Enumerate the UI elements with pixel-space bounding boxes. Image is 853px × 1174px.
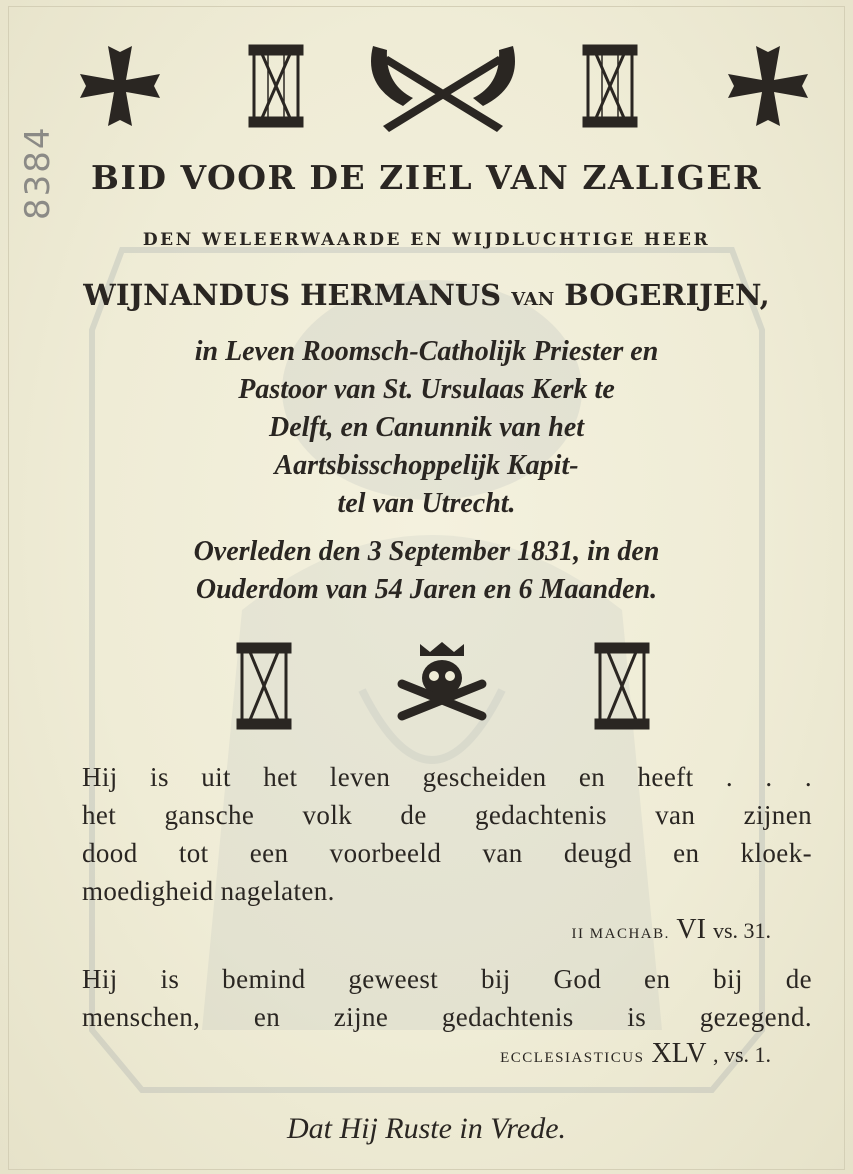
subtitle: DEN WELEERWAARDE EN WIJDLUCHTIGE HEER <box>142 230 711 250</box>
middle-ornaments <box>230 640 660 730</box>
crossed-scythes-icon <box>371 46 515 132</box>
deceased-name <box>0 278 853 312</box>
quote-line: menschen, en zijne gedachtenis is gezegend. <box>82 1002 812 1032</box>
reference-book: ECCLESIASTICUS <box>500 1050 645 1066</box>
quote-line: het gansche volk de gedachtenis van zijnen <box>82 800 812 830</box>
biography-line: Pastoor van St. Ursulaas Kerk te <box>238 374 615 405</box>
biography-line: Delft, en Canunnik van het <box>268 412 585 443</box>
cross-pattee-icon <box>80 46 160 126</box>
page-title: BID VOOR DE ZIEL VAN ZALIGER <box>91 158 762 197</box>
top-ornaments <box>78 40 813 136</box>
quote-line: dood tot een voorbeeld van deugd en kloek- <box>82 838 812 868</box>
name-van: VAN <box>511 289 555 310</box>
closing-prayer: Dat Hij Ruste in Vrede. <box>286 1112 567 1145</box>
reference-ecclesiasticus <box>500 1038 771 1070</box>
quote-line: moedigheid nagelaten. <box>82 876 335 906</box>
cross-pattee-icon <box>728 46 808 126</box>
biography-line: tel van Utrecht. <box>337 488 516 519</box>
hourglass-icon <box>238 644 290 728</box>
name-main: WIJNANDUS HERMANUS <box>83 278 502 312</box>
biography-line: Aartsbisschoppelijk Kapit- <box>274 450 579 481</box>
biography-line: in Leven Roomsch-Catholijk Priester en <box>194 336 659 367</box>
death-line: Overleden den 3 September 1831, in den <box>193 536 660 567</box>
quote-machabees <box>82 758 812 910</box>
quote-ecclesiasticus <box>82 960 812 1036</box>
reference-chapter: VI <box>676 914 706 945</box>
crowned-skull-icon <box>402 642 482 716</box>
pencil-annotation: 8384 <box>18 125 58 220</box>
hourglass-icon <box>250 46 302 126</box>
reference-verse: vs. 31. <box>712 918 771 943</box>
reference-chapter: XLV <box>651 1038 706 1069</box>
reference-verse: , vs. 1. <box>712 1042 771 1067</box>
name-last: BOGERIJEN, <box>564 278 770 312</box>
quote-line: Hij is uit het leven gescheiden en heeft . . . <box>82 762 812 792</box>
death-line: Ouderdom van 54 Jaren en 6 Maanden. <box>195 574 658 605</box>
reference-book: II MACHAB. <box>571 926 670 942</box>
quote-line: Hij is bemind geweest bij God en bij de <box>82 964 812 994</box>
hourglass-icon <box>596 644 648 728</box>
reference-machabees <box>572 914 771 946</box>
hourglass-icon <box>584 46 636 126</box>
